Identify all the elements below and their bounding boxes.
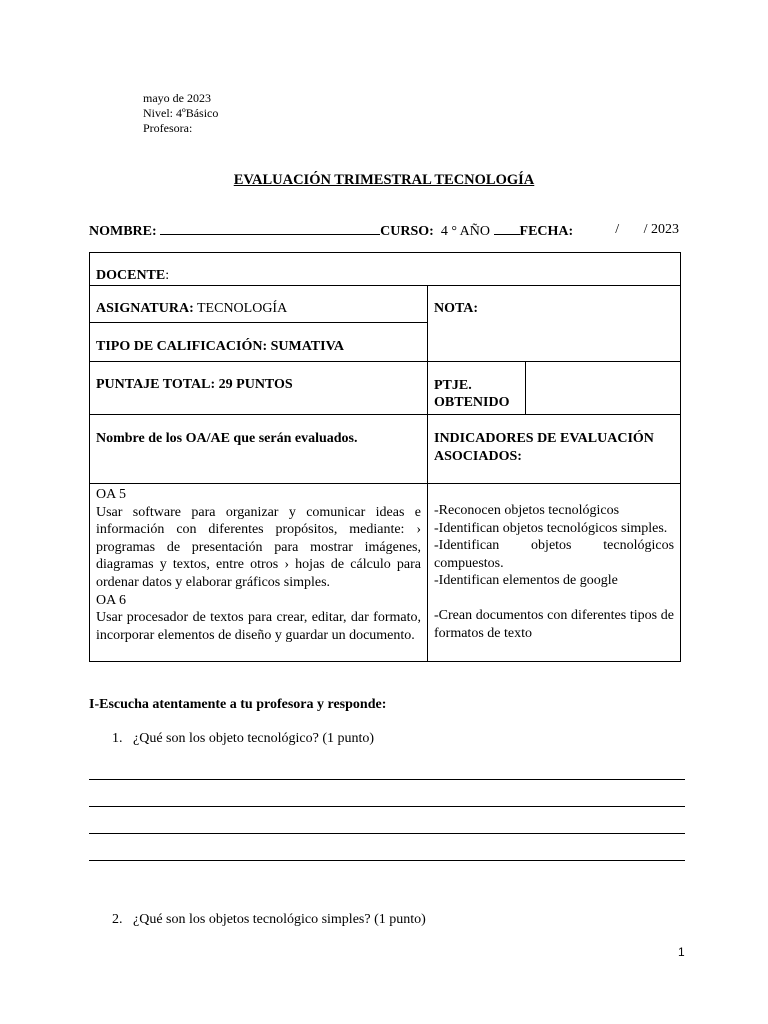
indicators-header-cell: INDICADORES DE EVALUACIÓN ASOCIADOS: (428, 415, 681, 484)
course-blank[interactable] (494, 222, 520, 235)
question-2 (112, 912, 426, 928)
oa6-text: Usar procesador de textos para crear, editar, dar formato, incorporar elementos de diseño y guardar un documento. (96, 610, 421, 643)
name-blank[interactable] (160, 222, 380, 235)
docente-cell (90, 253, 681, 286)
oa-header-cell: Nombre de los OA/AE que serán evaluados. (90, 415, 428, 484)
question-number: 2. (112, 912, 123, 927)
indicator-item: -Identifican elementos de google (434, 573, 618, 589)
date-label: FECHA: (519, 224, 574, 239)
oa5-title: OA 5 (96, 487, 126, 502)
indicator-item: -Reconocen objetos tecnológicos (434, 503, 620, 518)
puntaje-total-cell: PUNTAJE TOTAL: 29 PUNTOS (90, 362, 428, 415)
oa-content-cell (90, 484, 428, 662)
page-number: 1 (678, 945, 685, 959)
ptje-obtenido-label-cell (428, 362, 526, 415)
document-title: EVALUACIÓN TRIMESTRAL TECNOLOGÍA (233, 172, 535, 188)
header-date: mayo de 2023 (143, 91, 211, 105)
answer-line[interactable] (89, 860, 685, 861)
document-header (143, 91, 218, 136)
header-level: Nivel: 4ºBásico (143, 106, 219, 120)
indicator-item: -Identifican objetos tecnológicos compuestos. (434, 538, 675, 571)
answer-line[interactable] (89, 806, 685, 807)
question-text: ¿Qué son los objetos tecnológico simples? (1 punto) (133, 912, 426, 927)
date-value: / / 2023 (615, 222, 679, 237)
asignatura-value: TECNOLOGÍA (197, 301, 288, 316)
section-heading: I-Escucha atentamente a tu profesora y responde: (89, 697, 387, 712)
tipo-calificacion-cell: TIPO DE CALIFICACIÓN: SUMATIVA (90, 323, 428, 362)
question-number: 1. (112, 731, 123, 746)
oa6-title: OA 6 (96, 592, 126, 608)
ptje-line2: OBTENIDO (434, 395, 510, 410)
asignatura-label: ASIGNATURA: (96, 301, 194, 316)
indicator-item: -Crean documentos con diferentes tipos de formatos de texto (434, 607, 675, 641)
student-info-row (89, 222, 679, 240)
oa5-text: Usar software para organizar y comunicar ideas e información con diferentes propósitos, mediante: › programas de presentación para mostrar imágenes, diagramas y textos, entre otros › hojas de cálculo para ordenar datos y elaborar gráficos simples. (96, 504, 421, 590)
answer-line[interactable] (89, 779, 685, 780)
docente-label: DOCENTE (96, 268, 166, 283)
header-teacher: Profesora: (143, 121, 193, 135)
ptje-line1: PTJE. (434, 378, 472, 393)
docente-colon: : (165, 268, 170, 283)
course-label: CURSO: (380, 224, 434, 239)
answer-line[interactable] (89, 833, 685, 834)
question-text: ¿Qué son los objeto tecnológico? (1 punto) (133, 731, 375, 746)
nota-cell: NOTA: (428, 286, 681, 362)
indicator-item: -Identifican objetos tecnológicos simples. (434, 520, 668, 536)
name-label: NOMBRE: (89, 224, 157, 239)
question-1 (112, 731, 374, 747)
evaluation-info-table (89, 252, 681, 662)
indicators-content-cell (428, 484, 681, 662)
course-value: 4 ° AÑO (440, 224, 491, 239)
ptje-obtenido-value-cell[interactable] (526, 362, 681, 415)
asignatura-cell (90, 286, 428, 323)
